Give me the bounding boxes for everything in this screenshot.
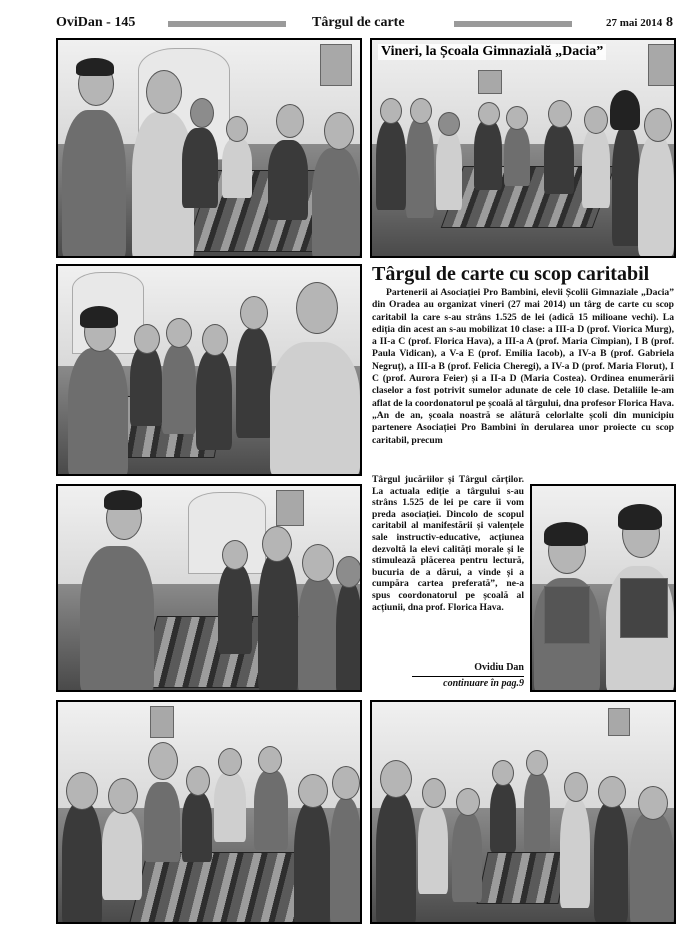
article-paragraph: Partenerii ai Asociației Pro Bambini, elevii Școlii Gimnaziale „Dacia” din Oradea au organizat vineri (27 mai 2014) un târg de carte cu scop caritabil la care s-au strâns 1.525 de lei (adică 15 milioane vechi). La ediția din acest an s-au mobilizat 10 clase: a III-a D (prof. Viorica Murg), a II-a C (prof. Florica Hava), a III-a A (prof. Maria Cîmpian), I B (prof. Paula Vidican), a V-a E (prof. Emilia Iacob), a IV-a B (prof. Gabriela Negruț), a III-a B (prof. Felicia Cheregi), a IV-a D (prof. Maria Florut), I C (prof. Aurora Feier) și a II-a D (Maria Costea). Ordinea enumerării claselor a fost potrivit sumelor adunate de cele 10 clase. Detaliile le-am aflat de la coordonatorul pe școală al târgului, dna profesor Florica Hava. „An de an, școala noastră se alătură celorlalte școli din municipiu partenere Asociației Pro Bambini în derularea unor proiecte cu scop caritabil, precum [372,287,674,446]
article-body [372,287,674,447]
photo-crowd-of-pupils-left [56,700,362,924]
issue-date: 27 mai 2014 [606,17,663,29]
page-header [56,14,676,34]
article-body-continued [372,474,524,613]
continuation-note: continuare în pag.9 [412,676,524,689]
article-author: Ovidiu Dan [474,662,524,673]
photo-pupils-at-dacia-school [370,38,676,258]
header-divider-right [454,21,572,27]
section-title: Târgul de carte [312,15,405,30]
header-divider-left [168,21,286,27]
photo-girls-with-books [530,484,676,692]
photo-teachers-at-book-table [56,38,362,258]
photo-crowd-of-pupils-right [370,700,676,924]
publication-name: OviDan - 145 [56,15,136,30]
photo-caption: Vineri, la Școala Gimnazială „Dacia” [378,44,606,60]
photo-teacher-at-book-stand [56,484,362,692]
page-number: 8 [666,15,673,30]
article-title: Târgul de carte cu scop caritabil [372,263,650,285]
article-paragraph: Târgul jucăriilor și Târgul cărților. La actuala ediție a târgului s-au strâns 1.525 de lei pe care îi vom preda asociației. Dincolo de scopul caritabil al manifestării și valențele sale instructiv-educative, acțiunea dezvoltă la elevi calități morale și le stimulează plăcerea pentru lectură, bucuria de a dărui, a vinde și a cumpăra cartea preferată”, ne-a spus coordonatorul pe școală al acțiunii, dna prof. Florica Hava. [372,474,524,613]
photo-teacher-with-pupils [56,264,362,476]
